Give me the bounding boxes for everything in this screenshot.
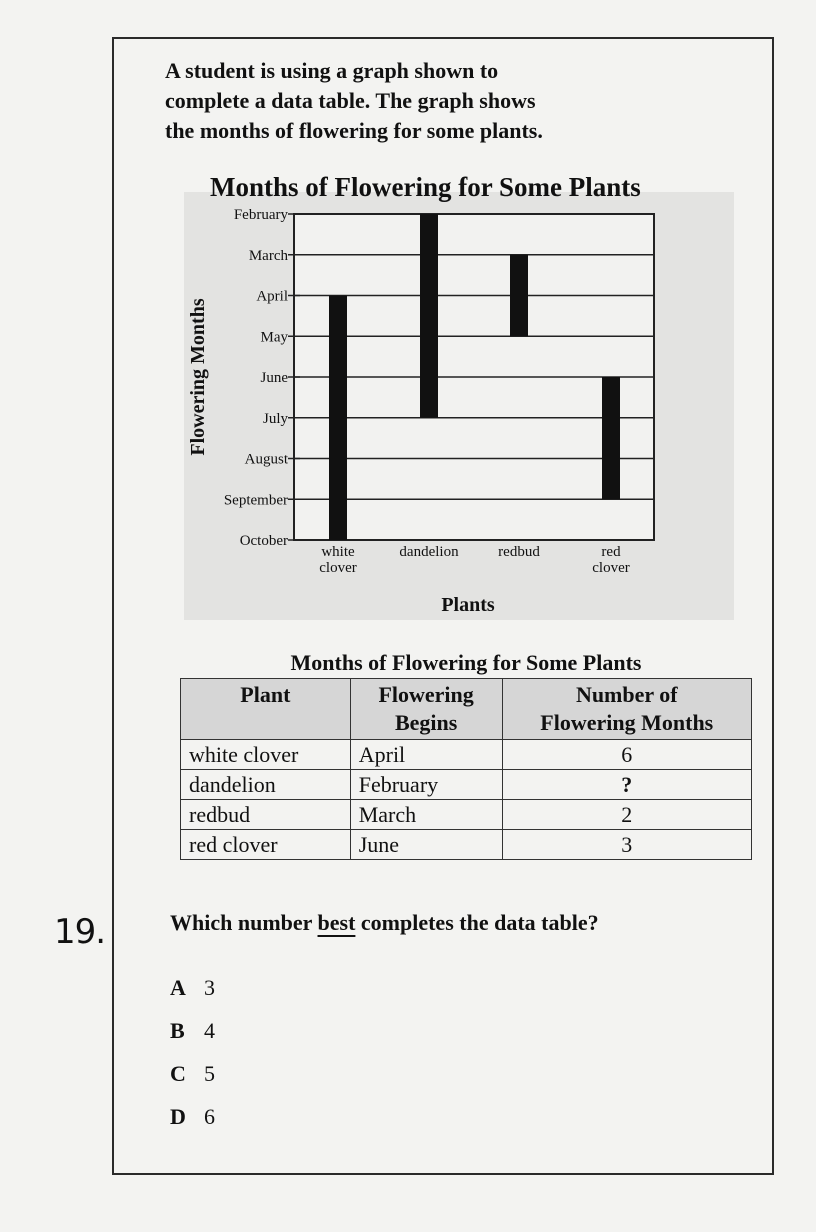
choice-value: 5 xyxy=(204,1060,215,1086)
x-tick-label: white xyxy=(321,544,355,560)
cell-plant: dandelion xyxy=(181,770,351,800)
table-title: Months of Flowering for Some Plants xyxy=(290,650,642,675)
question-emphasis: best xyxy=(317,910,356,935)
x-tick-label: dandelion xyxy=(399,544,459,560)
header-line: Begins xyxy=(394,710,458,735)
table-row xyxy=(181,740,752,770)
choice-c[interactable] xyxy=(170,1052,215,1095)
choice-b[interactable] xyxy=(170,1009,215,1052)
cell-plant: red clover xyxy=(181,830,351,860)
y-tick-label: July xyxy=(262,410,288,427)
choice-letter: B xyxy=(170,1017,185,1043)
cell-months: 2 xyxy=(502,800,751,830)
x-tick-label: redbud xyxy=(498,544,540,560)
cell-months: 3 xyxy=(502,830,751,860)
intro-line: the months of flowering for some plants. xyxy=(165,118,543,143)
header-flowering-begins xyxy=(350,679,502,740)
y-tick-label: September xyxy=(223,492,288,509)
x-tick-label: red xyxy=(601,544,621,560)
chart-title: Months of Flowering for Some Plants xyxy=(210,172,641,202)
y-tick-label: February xyxy=(233,207,288,223)
x-axis-label: Plants xyxy=(441,594,495,616)
y-tick-label: March xyxy=(248,247,288,264)
table-row xyxy=(181,830,752,860)
choice-a[interactable] xyxy=(170,966,215,1009)
y-tick-label: April xyxy=(256,288,288,305)
table-row xyxy=(181,770,752,800)
table-row xyxy=(181,800,752,830)
header-line: Flowering Months xyxy=(540,710,714,735)
header-number-of-months xyxy=(502,679,751,740)
x-tick-label: clover xyxy=(592,560,630,576)
cell-begins: March xyxy=(350,800,502,830)
header-plant xyxy=(181,679,351,740)
cell-plant: redbud xyxy=(181,800,351,830)
choice-letter: C xyxy=(170,1060,186,1086)
y-axis-label: Flowering Months xyxy=(187,298,209,456)
y-tick-label: June xyxy=(260,370,288,386)
choice-value: 3 xyxy=(204,974,215,1000)
header-line: Plant xyxy=(240,682,291,707)
intro-text xyxy=(165,56,685,146)
bar-white-clover xyxy=(329,296,347,541)
question-text xyxy=(170,910,599,936)
cell-plant: white clover xyxy=(181,740,351,770)
choice-d[interactable] xyxy=(170,1095,215,1138)
y-tick-label: October xyxy=(239,533,288,549)
x-tick-label: clover xyxy=(319,560,357,576)
bar-dandelion xyxy=(420,214,438,418)
intro-line: A student is using a graph shown to xyxy=(165,58,499,83)
flowering-chart xyxy=(176,162,742,620)
answer-choices xyxy=(170,966,215,1138)
cell-months: 6 xyxy=(502,740,751,770)
question-number: 19. xyxy=(54,912,106,952)
bar-red-clover xyxy=(602,377,620,499)
data-table xyxy=(180,678,752,860)
cell-begins: June xyxy=(350,830,502,860)
table-header-row xyxy=(181,679,752,740)
header-line: Number of xyxy=(575,682,678,707)
cell-months-unknown: ? xyxy=(502,770,751,800)
question-text-end: completes the data table? xyxy=(355,910,599,935)
header-line: Flowering xyxy=(378,682,474,707)
choice-letter: A xyxy=(170,974,186,1000)
choice-value: 4 xyxy=(204,1017,215,1043)
intro-line: complete a data table. The graph shows xyxy=(165,88,536,113)
question-text-start: Which number xyxy=(170,910,318,935)
y-tick-label: May xyxy=(260,329,288,346)
cell-begins: April xyxy=(350,740,502,770)
choice-value: 6 xyxy=(204,1103,215,1129)
choice-letter: D xyxy=(170,1103,186,1129)
y-tick-label: August xyxy=(244,451,288,468)
bar-redbud xyxy=(510,255,528,337)
cell-begins: February xyxy=(350,770,502,800)
